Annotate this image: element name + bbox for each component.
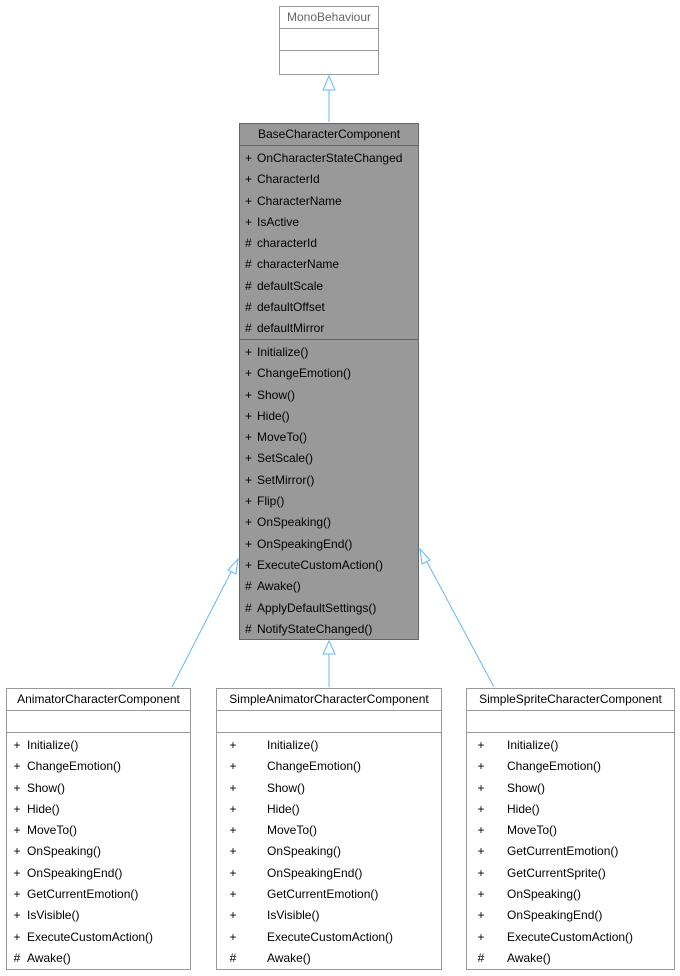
member-name: Initialize() [507, 738, 559, 752]
visibility-marker: + [245, 387, 253, 402]
attributes-section [240, 145, 418, 339]
member-row[interactable] [467, 820, 674, 841]
visibility-marker: # [477, 950, 485, 965]
visibility-marker: + [245, 214, 253, 229]
member-row[interactable] [467, 756, 674, 777]
visibility-marker: + [477, 759, 485, 774]
member-row[interactable] [217, 863, 441, 884]
member-name: MoveTo() [507, 823, 558, 838]
member-name: Initialize() [27, 738, 79, 752]
member-row[interactable] [7, 927, 190, 948]
class-name: SimpleSpriteCharacterComponent [479, 692, 662, 706]
visibility-marker: + [13, 738, 21, 752]
visibility-marker: + [245, 172, 253, 187]
visibility-marker: # [245, 321, 252, 336]
visibility-marker: + [245, 451, 253, 466]
member-row[interactable] [7, 756, 190, 777]
member-name: GetCurrentEmotion() [507, 844, 619, 859]
member-row[interactable] [245, 470, 418, 491]
member-name: ApplyDefaultSettings() [257, 600, 377, 615]
member-row[interactable] [245, 212, 418, 233]
member-name: defaultScale [257, 278, 324, 293]
member-name: ExecuteCustomAction() [27, 929, 154, 944]
member-name: OnSpeakingEnd() [257, 536, 353, 551]
member-name: CharacterName [257, 193, 342, 208]
visibility-marker: + [229, 759, 237, 774]
class-name: BaseCharacterComponent [257, 127, 401, 141]
visibility-marker: + [229, 887, 237, 902]
member-row[interactable] [245, 318, 418, 339]
class-animator-character-component[interactable] [6, 688, 191, 970]
visibility-marker: + [477, 780, 485, 795]
member-row[interactable] [7, 820, 190, 841]
visibility-marker: + [477, 801, 485, 816]
member-name: GetCurrentEmotion() [27, 887, 139, 902]
member-name: Hide() [257, 408, 290, 423]
member-row[interactable] [245, 169, 418, 190]
methods-section [7, 732, 190, 970]
member-name: characterName [257, 257, 340, 272]
class-simple-sprite-character-component[interactable] [466, 688, 675, 970]
member-row[interactable] [217, 756, 441, 777]
visibility-marker: + [245, 515, 253, 530]
member-name: ExecuteCustomAction() [507, 929, 634, 944]
member-name: defaultOffset [257, 300, 325, 315]
visibility-marker: + [13, 844, 21, 859]
member-name: ExecuteCustomAction() [257, 557, 384, 572]
member-row[interactable] [467, 778, 674, 799]
member-name: IsActive [257, 214, 300, 229]
attributes-section [467, 710, 674, 732]
visibility-marker: + [229, 738, 237, 752]
member-name: characterId [257, 236, 318, 251]
methods-section [240, 339, 418, 641]
member-row[interactable] [245, 148, 418, 169]
member-name: MoveTo() [27, 823, 78, 838]
member-row[interactable] [7, 884, 190, 905]
visibility-marker: + [477, 908, 485, 923]
member-name: Hide() [267, 801, 300, 816]
member-row[interactable] [245, 512, 418, 533]
member-name: OnSpeakingEnd() [267, 865, 363, 880]
attributes-section [217, 710, 441, 732]
visibility-marker: + [13, 865, 21, 880]
member-row[interactable] [467, 863, 674, 884]
member-name: Hide() [507, 801, 540, 816]
class-simple-animator-character-component[interactable] [216, 688, 442, 970]
member-row[interactable] [467, 884, 674, 905]
visibility-marker: + [229, 908, 237, 923]
member-row[interactable] [7, 799, 190, 820]
member-row[interactable] [7, 735, 190, 756]
visibility-marker: # [245, 300, 252, 315]
visibility-marker: + [477, 887, 485, 902]
member-row[interactable] [7, 948, 190, 969]
member-row[interactable] [245, 598, 418, 619]
visibility-marker: + [229, 823, 237, 838]
member-row[interactable] [245, 297, 418, 318]
methods-section [280, 50, 378, 74]
visibility-marker: + [229, 929, 237, 944]
visibility-marker: + [245, 366, 253, 381]
visibility-marker: + [477, 823, 485, 838]
arrowhead-child1 [228, 559, 238, 574]
visibility-marker: + [245, 430, 253, 445]
member-row[interactable] [7, 841, 190, 862]
member-name: Flip() [257, 494, 285, 509]
member-row[interactable] [217, 735, 441, 756]
arrowhead-child2 [323, 641, 335, 654]
class-base-character-component[interactable] [239, 123, 419, 640]
member-name: Hide() [27, 801, 60, 816]
member-name: Awake() [27, 950, 71, 965]
arrowhead-child3 [420, 549, 430, 564]
member-name: SetScale() [257, 451, 314, 466]
methods-section [217, 732, 441, 970]
member-row[interactable] [245, 555, 418, 576]
member-row[interactable] [467, 905, 674, 926]
member-row[interactable] [245, 491, 418, 512]
member-row[interactable] [217, 905, 441, 926]
member-row[interactable] [245, 191, 418, 212]
visibility-marker: + [13, 929, 21, 944]
class-name: MonoBehaviour [286, 10, 372, 24]
member-row[interactable] [245, 448, 418, 469]
member-row[interactable] [245, 254, 418, 275]
member-name: IsVisible() [267, 908, 320, 923]
member-name: Awake() [267, 950, 311, 965]
visibility-marker: # [13, 950, 21, 965]
visibility-marker: + [245, 408, 253, 423]
member-name: MoveTo() [267, 823, 318, 838]
visibility-marker: + [245, 536, 253, 551]
visibility-marker: + [477, 738, 485, 752]
member-row[interactable] [245, 534, 418, 555]
visibility-marker: + [477, 865, 485, 880]
visibility-marker: + [13, 823, 21, 838]
member-name: OnSpeaking() [257, 515, 332, 530]
member-row[interactable] [467, 799, 674, 820]
member-name: Awake() [507, 950, 551, 965]
member-name: OnSpeaking() [507, 887, 582, 902]
visibility-marker: + [229, 780, 237, 795]
class-name: AnimatorCharacterComponent [17, 692, 180, 706]
member-row[interactable] [7, 863, 190, 884]
visibility-marker: # [245, 236, 252, 251]
visibility-marker: + [477, 929, 485, 944]
visibility-marker: + [245, 557, 253, 572]
visibility-marker: + [229, 865, 237, 880]
attributes-section [280, 28, 378, 50]
member-row[interactable] [245, 427, 418, 448]
member-name: defaultMirror [257, 321, 325, 336]
visibility-marker: + [13, 780, 21, 795]
visibility-marker: + [13, 759, 21, 774]
member-name: OnSpeakingEnd() [507, 908, 603, 923]
member-name: SetMirror() [257, 472, 315, 487]
visibility-marker: # [245, 579, 252, 594]
member-row[interactable] [467, 841, 674, 862]
member-name: OnSpeakingEnd() [27, 865, 123, 880]
member-name: GetCurrentSprite() [507, 865, 606, 880]
visibility-marker: + [229, 844, 237, 859]
member-row[interactable] [245, 385, 418, 406]
member-row[interactable] [217, 884, 441, 905]
member-row[interactable] [245, 276, 418, 297]
class-name: SimpleAnimatorCharacterComponent [229, 692, 429, 706]
member-row[interactable] [245, 363, 418, 384]
attributes-section [7, 710, 190, 732]
visibility-marker: + [245, 345, 253, 359]
member-name: ChangeEmotion() [257, 366, 352, 381]
member-name: OnSpeaking() [267, 844, 342, 859]
member-name: Awake() [257, 579, 301, 594]
member-name: ExecuteCustomAction() [267, 929, 394, 944]
edge-child3-to-base [427, 562, 494, 687]
member-row[interactable] [217, 799, 441, 820]
member-name: Show() [267, 780, 306, 795]
visibility-marker: + [13, 801, 21, 816]
methods-section [467, 732, 674, 970]
visibility-marker: # [245, 278, 252, 293]
member-name: CharacterId [257, 172, 320, 187]
member-row[interactable] [245, 619, 418, 640]
visibility-marker: # [245, 600, 252, 615]
member-name: Show() [507, 780, 546, 795]
member-name: IsVisible() [27, 908, 80, 923]
visibility-marker: + [13, 887, 21, 902]
member-row[interactable] [217, 927, 441, 948]
member-name: ChangeEmotion() [507, 759, 602, 774]
member-row[interactable] [7, 778, 190, 799]
member-name: Initialize() [267, 738, 319, 752]
member-row[interactable] [217, 820, 441, 841]
member-row[interactable] [245, 406, 418, 427]
visibility-marker: + [245, 151, 253, 165]
member-name: MoveTo() [257, 430, 308, 445]
member-row[interactable] [245, 576, 418, 597]
visibility-marker: # [245, 621, 252, 636]
visibility-marker: + [477, 844, 485, 859]
member-name: Show() [27, 780, 66, 795]
edge-child1-to-base [172, 572, 231, 687]
class-monobehaviour[interactable] [279, 6, 379, 75]
member-name: ChangeEmotion() [267, 759, 362, 774]
visibility-marker: + [245, 472, 253, 487]
member-row[interactable] [245, 233, 418, 254]
member-name: Initialize() [257, 345, 309, 359]
member-row[interactable] [217, 841, 441, 862]
member-row[interactable] [7, 905, 190, 926]
member-name: OnSpeaking() [27, 844, 102, 859]
member-name: Show() [257, 387, 296, 402]
visibility-marker: + [229, 801, 237, 816]
visibility-marker: + [245, 193, 253, 208]
member-name: ChangeEmotion() [27, 759, 122, 774]
member-row[interactable] [467, 927, 674, 948]
member-row[interactable] [245, 342, 418, 363]
visibility-marker: # [229, 950, 237, 965]
member-row[interactable] [217, 948, 441, 969]
visibility-marker: # [245, 257, 252, 272]
member-row[interactable] [217, 778, 441, 799]
visibility-marker: + [13, 908, 21, 923]
member-name: GetCurrentEmotion() [267, 887, 379, 902]
visibility-marker: + [245, 494, 253, 509]
member-row[interactable] [467, 735, 674, 756]
member-name: OnCharacterStateChanged [257, 151, 403, 165]
arrowhead-parent [323, 76, 335, 90]
member-name: NotifyStateChanged() [257, 621, 373, 636]
member-row[interactable] [467, 948, 674, 969]
